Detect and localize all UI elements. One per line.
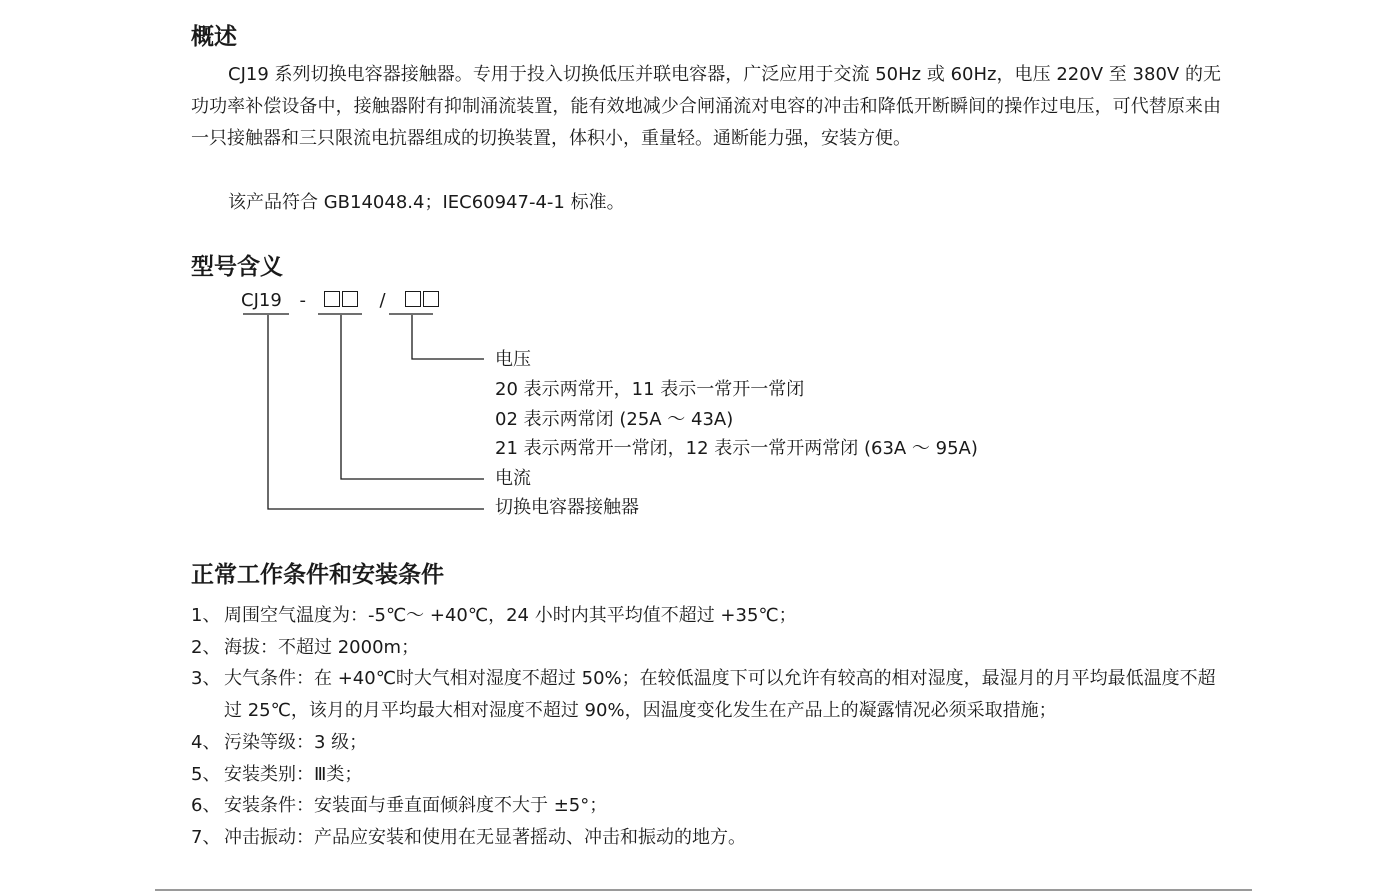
- voltage-leader-line: [412, 315, 484, 359]
- bottom-divider: [155, 889, 1252, 891]
- condition-item: [191, 790, 1221, 822]
- condition-item: [191, 663, 1221, 726]
- product-label: 切换电容器接触器: [495, 497, 639, 518]
- condition-text: 安装类别：Ⅲ类；: [224, 763, 363, 785]
- condition-item: [191, 727, 1221, 759]
- condition-text: 冲击振动：产品应安装和使用在无显著摇动、冲击和振动的地方。: [224, 826, 746, 848]
- product-leader-line: [268, 315, 484, 509]
- condition-text: 污染等级：3 级；: [224, 731, 368, 753]
- condition-number: 1、: [191, 605, 221, 626]
- overview-heading: 概述: [191, 24, 237, 50]
- contacts-desc-line3: 21 表示两常开一常闭，12 表示一常开两常闭 (63A ～ 95A): [495, 438, 978, 459]
- contacts-desc-line1: 20 表示两常开，11 表示一常开一常闭: [495, 379, 805, 400]
- model-meaning-heading: 型号含义: [191, 254, 283, 280]
- condition-item: [191, 632, 1221, 664]
- condition-number: 7、: [191, 826, 221, 848]
- current-label: 电流: [495, 468, 531, 489]
- condition-number: 4、: [191, 731, 221, 753]
- condition-item: [191, 759, 1221, 791]
- condition-item: [191, 822, 1221, 854]
- model-code-slash: /: [379, 290, 386, 311]
- condition-text: 安装条件：安装面与垂直面倾斜度不大于 ±5°；: [224, 795, 608, 817]
- condition-text: 大气条件：在 +40℃时大气相对湿度不超过 50%；在较低温度下可以允许有较高的相对湿度，最湿月的月平均最低温度不超过 25℃，该月的月平均最大相对湿度不超过 90%，因温度变化发生在产品上的凝露情况必须采取措施；: [224, 668, 1216, 722]
- condition-number: 2、: [191, 636, 221, 658]
- model-code-prefix: CJ19: [241, 290, 282, 311]
- condition-item: [191, 600, 1221, 632]
- condition-number: 5、: [191, 763, 221, 785]
- condition-text: 周围空气温度为：-5℃～ +40℃，24 小时内其平均值不超过 +35℃；: [224, 605, 797, 626]
- condition-text: 海拔：不超过 2000m；: [224, 636, 420, 658]
- overview-paragraph: CJ19 系列切换电容器接触器。专用于投入切换低压并联电容器，广泛应用于交流 50Hz 或 60Hz，电压 220V 至 380V 的无功功率补偿设备中，接触器附有抑制涌流装置，能有效地减少合闸涌流对电容的冲击和降低开断瞬间的操作过电压，可代替原来由一只接触器和三只限流电抗器组成的切换装置，体积小，重量轻。通断能力强，安装方便。: [191, 64, 1221, 149]
- voltage-label: 电压: [495, 349, 531, 370]
- condition-number: 6、: [191, 795, 221, 817]
- condition-number: 3、: [191, 668, 221, 690]
- conditions-list: [191, 600, 1221, 854]
- model-code-dash: -: [299, 290, 307, 311]
- conditions-heading: 正常工作条件和安装条件: [191, 562, 444, 588]
- contacts-desc-line2: 02 表示两常闭 (25A ～ 43A): [495, 409, 734, 430]
- standard-paragraph: 该产品符合 GB14048.4；IEC60947-4-1 标准。: [228, 192, 625, 213]
